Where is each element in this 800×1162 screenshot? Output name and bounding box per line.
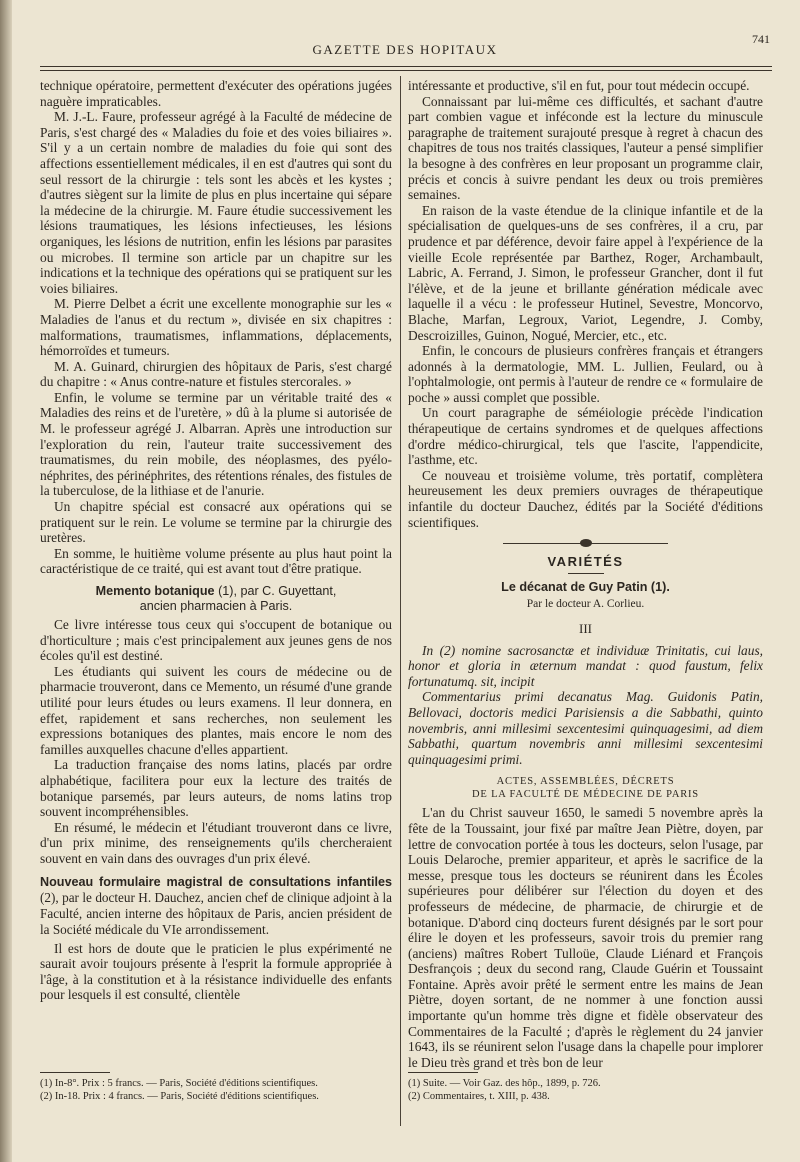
paragraph: M. Pierre Delbet a écrit une excellente monographie sur les « Maladies de l'anus et du rectum », divisée en six chapitres : malformations, traumatismes, inflammations, déplacements, hémorroïdes et tumeurs.	[40, 296, 392, 359]
paragraph: En raison de la vaste étendue de la clinique infantile et de la spécialisation de quelques-uns de ses confrères, il a cru, par prudence et par déférence, devoir faire appel à l'expérience de la vieille Ecole représentée par Barthez, Roger, Archambault, Labric, A. Ferrand, J. Simon, le professeur Grancher, dont il fut l'élève, et de la jeune et brillante génération médicale avec laquelle il a vécu : le professeur Hutinel, Sevestre, Moncorvo, Blache, Marfan, Legroux, Variot, Legendre, J. Comby, Descroizilles, Guinon, Nogué, Mercier, etc., etc.	[408, 202, 763, 343]
header-rule-thin	[40, 70, 772, 71]
paragraph: En somme, le huitième volume présente au plus haut point la caractéristique de ce traité, qui est avant tout d'être pratique.	[40, 545, 392, 577]
memento-heading	[40, 584, 392, 614]
latin-invocation: In (2) nomine sacrosanctæ et individuæ Trinitatis, cui laus, honor et gloria in æternum mandat : quod faustum, felix fortunatumq. sit, incipit	[408, 642, 763, 689]
formulaire-heading	[40, 875, 392, 938]
acts-heading	[408, 775, 763, 801]
column-divider	[400, 76, 401, 1126]
right-column	[408, 78, 763, 1070]
paragraph: Les étudiants qui suivent les cours de médecine ou de pharmacie trouveront, dans ce Memento, un résumé d'une grande utilité pour leurs études ou leurs examens. Il leur donnera, en effet, rapidement et sans recherches, non seulement les expressions botaniques des plantes, mais encore le nom des familles auxquelles chacune d'elles appartient.	[40, 663, 392, 757]
acts-heading-line1: ACTES, ASSEMBLÉES, DÉCRETS	[496, 776, 675, 788]
paragraph: intéressante et productive, s'il en fut, pour tout médecin occupé.	[408, 78, 750, 93]
part-number: III	[579, 621, 592, 636]
acts-heading-line2: DE LA FACULTÉ DE MÉDECINE DE PARIS	[472, 789, 699, 801]
formulaire-details: (2), par le docteur H. Dauchez, ancien chef de clinique adjoint à la Faculté, ancien interne des hôpitaux de Paris, ancien président de la Société médicale du VIe arrondissement.	[40, 889, 392, 937]
binding-edge	[0, 0, 12, 1162]
journal-title: GAZETTE DES HOPITAUX	[312, 42, 498, 57]
memento-ref: (1), par C. Guyettant,	[218, 584, 337, 598]
paragraph: Ce nouveau et troisième volume, très portatif, complètera heureusement les deux premiers ouvrages de thérapeutique infantile du docteur Dauchez, édités par la Société d'éditions scientifiques.	[408, 467, 763, 530]
page-number: 741	[752, 32, 770, 46]
left-column	[40, 78, 392, 1003]
paragraph: Ce livre intéresse tous ceux qui s'occupent de botanique ou d'horticulture ; mais c'est principalement aux jeunes gens de nos écoles qu'il est destiné.	[40, 617, 392, 664]
memento-title: Memento botanique	[95, 584, 215, 598]
section-ornament	[408, 538, 763, 548]
short-rule	[568, 573, 604, 574]
article-byline: Par le docteur A. Corlieu.	[526, 598, 645, 611]
paragraph: Enfin, le volume se termine par un véritable traité des « Maladies des reins et de l'uretère, » dû à la plume si autorisée de M. le professeur agrégé J. Albarran. Après une introduction sur l'exploration du rein, l'auteur traite successivement des traumatismes, du rein mobile, des néoplasmes, des pyélo-néphrites, des périnéphrites, des rétentions rénales, des fistules de la tuberculose, de la lithiase et de l'anurie.	[40, 389, 392, 499]
paragraph: Connaissant par lui-même ces difficultés, et sachant d'autre part combien vague et inféconde est la lecture du minuscule paragraphe de traitement surajouté presque à regret à chacun des chapitres de tous nos traités classiques, l'auteur a pensé simplifier la besogne à des confrères en leur proposant un programme clair, précis et concis à suivre pendant les deux ou trois premières semaines.	[408, 93, 763, 203]
footnote: (1) In-8°. Prix : 5 francs. — Paris, Société d'éditions scientifiques.	[40, 1078, 318, 1089]
footnote-rule	[408, 1072, 478, 1073]
footnote: (2) In-18. Prix : 4 francs. — Paris, Société d'éditions scientifiques.	[40, 1090, 319, 1102]
varietes-heading: VARIÉTÉS	[547, 554, 624, 570]
paragraph: Un chapitre spécial est consacré aux opérations qui se pratiquent sur le rein. Le volume se termine par la chirurgie des uretères.	[40, 499, 392, 546]
paragraph: M. J.-L. Faure, professeur agrégé à la Faculté de médecine de Paris, s'est chargé des « Maladies du foie et des voies biliaires ». S'il y a un certain nombre de maladies du foie qui sont des affections essentiellement médicales, il en est d'autres qui sont du seul ressort de la chirurgie : tels sont les abcès et les kystes ; d'autres siègent sur la limite de plus en plus incertaine qui sépare la médecine de la chirurgie. M. Faure étudie successivement les lésions traumatiques, les lésions infectieuses, les lésions organiques, les lésions de nutrition, enfin les lésions par parasites ou microbes. Il termine son article par un chapitre sur les indications et la technique des opérations qui se pratiquent sur les voies biliaires.	[40, 109, 392, 296]
paragraph: En résumé, le médecin et l'étudiant trouveront dans ce livre, d'un prix minime, des renseignements qu'ils chercheraient souvent en vain dans des ouvrages d'un prix élevé.	[40, 819, 392, 866]
running-header	[40, 32, 770, 62]
paragraph: Enfin, le concours de plusieurs confrères français et étrangers adonnés à la dermatologie, MM. L. Jullien, Feulard, ou à l'ophtalmologie, ont permis à l'auteur de rendre ce « formulaire de poche » aussi complet que possible.	[408, 343, 763, 405]
footnote-rule	[40, 1072, 110, 1073]
memento-subtitle: ancien pharmacien à Paris.	[139, 599, 293, 613]
latin-commentary: Commentarius primi decanatus Mag. Guidonis Patin, Bellovaci, doctoris medici Parisiensis a die Sabbathi, quinto novembris, anni millesimi sexcentesimi quinquagesimi, ad diem Sabbathi, quartum novembris anni millesimi sexcentesimi quinquagesimi primi.	[408, 689, 763, 767]
header-rule	[40, 66, 772, 67]
paragraph: Un court paragraphe de séméiologie précède l'indication thérapeutique de certains syndromes et de quelques affections d'ordre médico-chirurgical, tels que l'ascite, l'appendicite, l'asthme, etc.	[408, 405, 763, 468]
paragraph: technique opératoire, permettent d'exécuter des opérations jugées naguère impraticables.	[40, 78, 392, 109]
left-footnotes	[40, 1078, 392, 1103]
paragraph: L'an du Christ sauveur 1650, le samedi 5 novembre après la fête de la Toussaint, jour fixé par maître Jean Piètre, doyen, par lettre de convocation portée à tous les docteurs, selon l'usage, par Louis Delaroche, premier appariteur, et après le sacrifice de la messe, presque tous les docteurs se réunirent dans les Écoles supérieures pour délibérer sur l'élection du doyen et des professeurs de médecine, de pharmacie, de chirurgie et de botanique. D'abord cinq docteurs furent désignés par le sort pour élire le doyen et les professeurs, savoir trois du premier rang (anciens) maîtres Robert Tulloüe, Claude Liénard et François Desfrançois ; deux du second rang, Claude Guérin et Toussaint Fontaine. Après avoir prêté le serment entre les mains de Jean Piètre, doyen sortant, de ne nommer à une fonction aussi importante qu'un homme très digne et fidèle observateur des Commentaires de la Faculté ; d'après le règlement du 24 janvier 1643, ils se réunirent selon l'usage dans la chapelle pour implorer le Dieu très grand et très bon de leur	[408, 805, 763, 1070]
article-title: Le décanat de Guy Patin (1).	[501, 579, 670, 594]
ornament-dot	[580, 539, 592, 547]
right-footnotes	[408, 1078, 763, 1103]
paragraph: La traduction française des noms latins, placés par ordre alphabétique, facilitera pour eux la lecture des traités de botanique parsemés, par leurs auteurs, de noms latins trop souvent incompréhensibles.	[40, 757, 392, 820]
paragraph: Il est hors de doute que le praticien le plus expérimenté ne saurait avoir toujours présente à l'esprit la formule appropriée à l'âge, à la constitution et à la résistance individuelle des enfants pour lesquels il est consulté, clientèle	[40, 940, 392, 1003]
paragraph: M. A. Guinard, chirurgien des hôpitaux de Paris, s'est chargé du chapitre : « Anus contre-nature et fistules stercorales. »	[40, 358, 392, 390]
footnote: (1) Suite. — Voir Gaz. des hôp., 1899, p. 726.	[408, 1078, 601, 1089]
footnote: (2) Commentaires, t. XIII, p. 438.	[408, 1090, 550, 1102]
formulaire-title: Nouveau formulaire magistral de consultations infantiles	[40, 874, 392, 889]
